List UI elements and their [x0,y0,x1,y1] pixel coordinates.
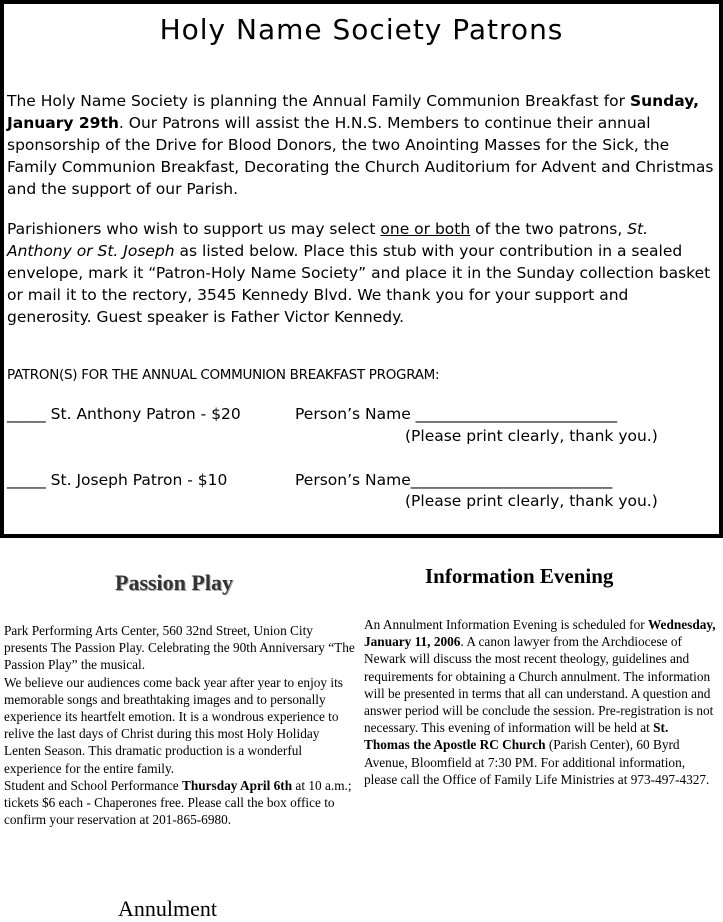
passion-play-text: Park Performing Arts Center, 560 32nd Street, Union City presents The Passion Play. Celebrating the 90th Anniversary “The Passion Play” the musical. We believe our audiences come back year after year to enjoy its memorable songs and breathtaking images and to personally experience its heartfelt emotion. It is a wondrous experience to relive the last days of Christ during this most Holy Holiday Lenten Season. This dramatic production is a wonderful experience for the entire family. Student and School Performance Thursday April 6th at 10 a.m.; tickets $6 each - Chaperones free. Please call the box office to confirm your reservation at 201-865-6980. [4,623,355,828]
patrons-title: Holy Name Society Patrons [159,13,564,46]
patrons-paragraph-1: The Holy Name Society is planning the Annual Family Communion Breakfast for Sunday, January 29th. Our Patrons will assist the H.N.S. Members to continue their annual sponsorship of the Drive for Blood Donors, the two Anointing Masses for the Sick, the Family Communion Breakfast, Decorating the Church Auditorium for Advent and Christmas and the support of our Parish. [7,92,714,198]
joseph-patron-line[interactable]: _____ St. Joseph Patron - $10 [7,471,228,489]
patrons-paragraph-2: Parishioners who wish to support us may select one or both of the two patrons, St. Anthony or St. Joseph as listed below. Place this stub with your contribution in a sealed envelope, mark it “Patron-Holy Name Society” and place it in the Sunday collection basket or mail it to the rectory, 3545 Kennedy Blvd. We thank you for your support and generosity. Guest speaker is Father Victor Kennedy. [7,220,711,326]
program-title: PATRON(S) FOR THE ANNUAL COMMUNION BREAKFAST PROGRAM: [7,367,440,383]
annulment-heading: Annulment [118,896,217,921]
information-evening-text: An Annulment Information Evening is scheduled for Wednesday, January 11, 2006. A canon lawyer from the Archdiocese of Newark will discuss the most recent theology, guidelines and requirements for obtaining a Church annulment. The information will be presented in terms that all can understand. A question and answer period will be conclude the session. Pre-registration is not necessary. This evening of information will be held at St. Thomas the Apostle RC Church (Parish Center), 60 Byrd Avenue, Bloomfield at 7:30 PM. For additional information, please call the Office of Family Life Ministries at 973-497-4327. [364,617,716,787]
anthony-name-field[interactable]: Person’s Name __________________________ [295,405,618,423]
joseph-print-note: (Please print clearly, thank you.) [405,492,658,510]
anthony-patron-line[interactable]: _____ St. Anthony Patron - $20 [7,405,241,423]
anthony-print-note: (Please print clearly, thank you.) [405,427,658,445]
joseph-name-field[interactable]: Person’s Name__________________________ [295,471,613,489]
information-evening-heading: Information Evening [425,564,614,588]
passion-play-heading: Passion Play [115,570,233,595]
